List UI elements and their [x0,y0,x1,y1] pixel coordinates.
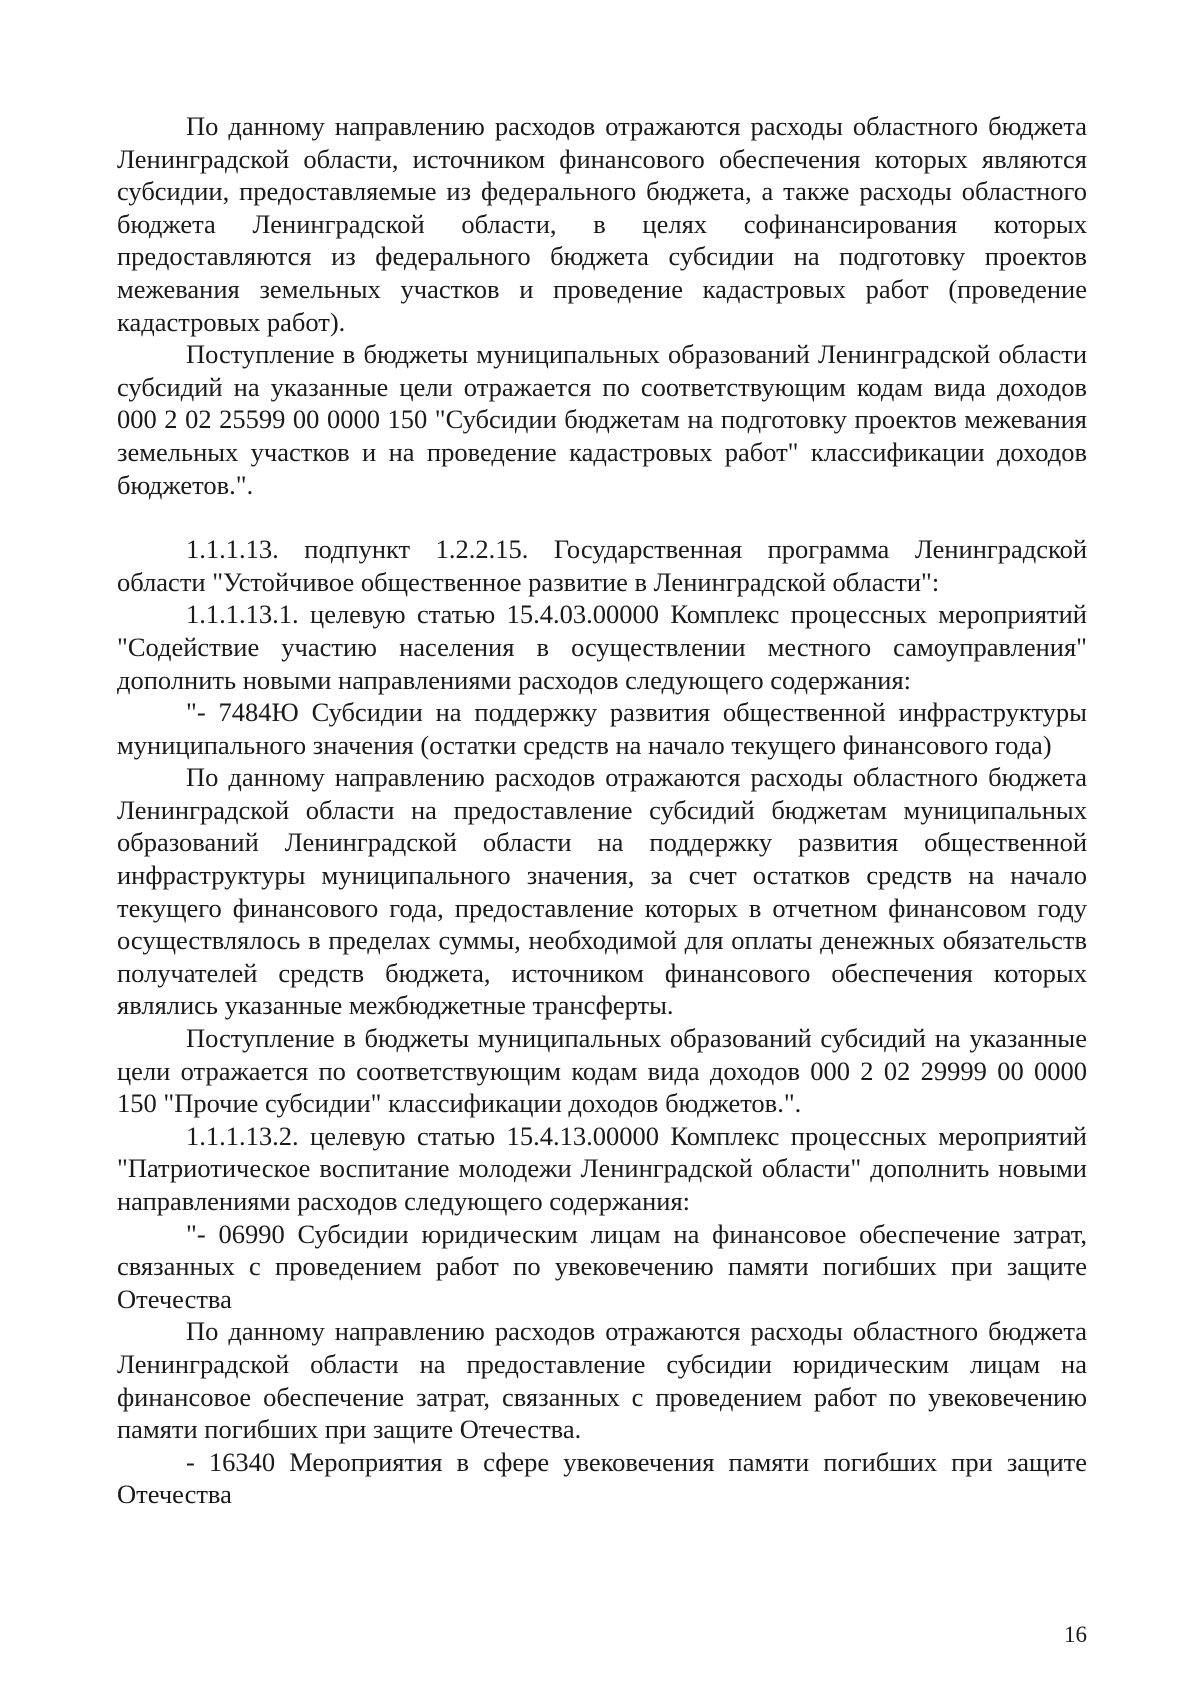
paragraph-5: "- 7484Ю Субсидии на поддержку развития общественной инфраструктуры муниципального значения (остатки средств на начало текущего финансового года) [117,697,1087,760]
paragraph-1: По данному направлению расходов отражаются расходы областного бюджета Ленинградской области, источником финансового обеспечения которых являются субсидии, предоставляемые из федерального бюджета, а также расходы областного бюджета Ленинградской области, в целях софинансирования которых предоставляются из федерального бюджета субсидии на подготовку проектов межевания земельных участков и проведение кадастровых работ (проведение кадастровых работ). [117,111,1087,337]
paragraph-spacer [117,501,1087,533]
paragraph-10: По данному направлению расходов отражаются расходы областного бюджета Ленинградской области на предоставление субсидии юридическим лицам на финансовое обеспечение затрат, связанных с проведением работ по увековечению памяти погибших при защите Отечества. [117,1316,1087,1445]
paragraph-4: 1.1.1.13.1. целевую статью 15.4.03.00000 Комплекс процессных мероприятий "Содействие участию населения в осуществлении местного самоуправления" дополнить новыми направлениями расходов следующего содержания: [117,599,1087,695]
page-number: 16 [1064,1622,1087,1647]
paragraph-6: По данному направлению расходов отражаются расходы областного бюджета Ленинградской области на предоставление субсидий бюджетам муниципальных образований Ленинградской области на поддержку развития общественной инфраструктуры муниципального значения, за счет остатков средств на начало текущего финансового года, предоставление которых в отчетном финансовом году осуществлялось в пределах суммы, необходимой для оплаты денежных обязательств получателей средств бюджета, источником финансового обеспечения которых являлись указанные межбюджетные трансферты. [117,762,1087,1021]
paragraph-3: 1.1.1.13. подпункт 1.2.2.15. Государственная программа Ленинградской области "Устойчивое общественное развитие в Ленинградской области": [117,534,1087,597]
paragraph-9: "- 06990 Субсидии юридическим лицам на финансовое обеспечение затрат, связанных с проведением работ по увековечению памяти погибших при защите Отечества [117,1218,1087,1314]
paragraph-11: - 16340 Мероприятия в сфере увековечения памяти погибших при защите Отечества [117,1446,1087,1510]
paragraph-2: Поступление в бюджеты муниципальных образований Ленинградской области субсидий на указанные цели отражается по соответствующим кодам вида доходов 000 2 02 25599 00 0000 150 "Субсидии бюджетам на подготовку проектов межевания земельных участков и на проведение кадастровых работ" классификации доходов бюджетов.". [117,339,1087,500]
paragraph-8: 1.1.1.13.2. целевую статью 15.4.13.00000 Комплекс процессных мероприятий "Патриотическое воспитание молодежи Ленинградской области" дополнить новыми направлениями расходов следующего содержания: [117,1120,1087,1216]
paragraph-7: Поступление в бюджеты муниципальных образований субсидий на указанные цели отражается по соответствующим кодам вида доходов 000 2 02 29999 00 0000 150 "Прочие субсидии" классификации доходов бюджетов.". [117,1023,1087,1119]
